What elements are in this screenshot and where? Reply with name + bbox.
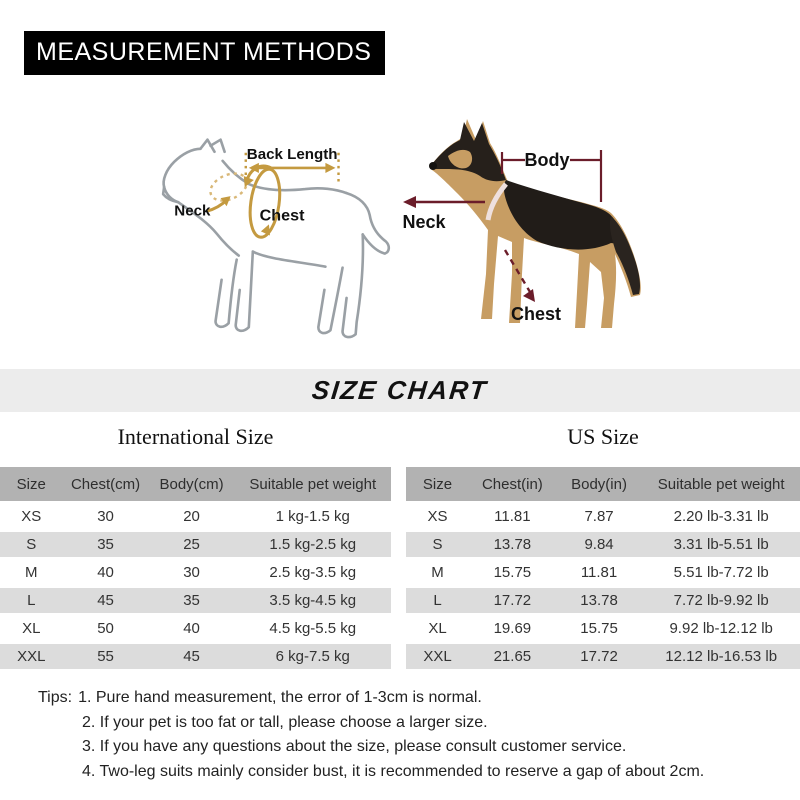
- neck-measure: [206, 168, 251, 211]
- dog-measurement-photo-diagram: [390, 112, 690, 347]
- cell-size: XXL: [406, 644, 469, 669]
- chest-label: Chest: [510, 304, 562, 324]
- column-header-chest: Chest(cm): [63, 467, 149, 501]
- cell-size: XXL: [0, 644, 63, 669]
- table-row: [406, 560, 800, 585]
- cell-size: M: [406, 560, 469, 585]
- table-row: [0, 504, 391, 529]
- table-row: [406, 504, 800, 529]
- cell-body: 15.75: [556, 616, 643, 641]
- tips-section: [38, 686, 704, 784]
- cell-body: 25: [149, 532, 235, 557]
- chest-measure: [244, 166, 284, 239]
- cell-weight: 4.5 kg-5.5 kg: [235, 616, 391, 641]
- cell-body: 35: [149, 588, 235, 613]
- column-header-weight: Suitable pet weight: [642, 467, 800, 501]
- cell-chest: 50: [63, 616, 149, 641]
- table-row: [406, 616, 800, 641]
- us-size-heading: US Size: [567, 424, 639, 449]
- tip-item: 4. Two-leg suits mainly consider bust, it is recommended to reserve a gap of about 2cm.: [82, 762, 705, 780]
- cell-size: L: [406, 588, 469, 613]
- neck-label: Neck: [174, 202, 211, 220]
- cell-body: 17.72: [556, 644, 643, 669]
- column-header-body: Body(in): [556, 467, 643, 501]
- cell-size: XS: [406, 504, 469, 529]
- page-title: MEASUREMENT METHODS: [24, 31, 385, 75]
- table-header-row: [406, 467, 800, 501]
- cell-body: 40: [149, 616, 235, 641]
- body-label: Body: [524, 150, 570, 170]
- cell-weight: 1.5 kg-2.5 kg: [235, 532, 391, 557]
- cell-weight: 9.92 lb-12.12 lb: [642, 616, 800, 641]
- back-length-label: Back Length: [246, 145, 338, 163]
- column-header-weight: Suitable pet weight: [235, 467, 391, 501]
- cell-size: XS: [0, 504, 63, 529]
- cell-weight: 2.5 kg-3.5 kg: [235, 560, 391, 585]
- neck-label: Neck: [402, 212, 446, 232]
- cell-weight: 7.72 lb-9.92 lb: [642, 588, 800, 613]
- cell-body: 30: [149, 560, 235, 585]
- cell-chest: 13.78: [469, 532, 556, 557]
- tip-text: 1. Pure hand measurement, the error of 1-3cm is normal.: [78, 689, 482, 706]
- cell-size: M: [0, 560, 63, 585]
- cell-chest: 19.69: [469, 616, 556, 641]
- dog-outline-drawing: [163, 140, 389, 337]
- cell-size: L: [0, 588, 63, 613]
- column-header-size: Size: [406, 467, 469, 501]
- cell-chest: 17.72: [469, 588, 556, 613]
- size-chart-band: [0, 369, 800, 412]
- table-row: [0, 588, 391, 613]
- us-size-table: [406, 464, 800, 672]
- cell-body: 11.81: [556, 560, 643, 585]
- tip-item: 2. If your pet is too fat or tall, please choose a larger size.: [82, 713, 488, 731]
- cell-chest: 40: [63, 560, 149, 585]
- cell-weight: 3.31 lb-5.51 lb: [642, 532, 800, 557]
- cell-weight: 2.20 lb-3.31 lb: [642, 504, 800, 529]
- cell-body: 7.87: [556, 504, 643, 529]
- column-header-chest: Chest(in): [469, 467, 556, 501]
- international-size-table: [0, 464, 391, 672]
- cell-chest: 35: [63, 532, 149, 557]
- cell-size: XL: [406, 616, 469, 641]
- cell-chest: 55: [63, 644, 149, 669]
- tip-item: 3. If you have any questions about the size, please consult customer service.: [82, 738, 627, 755]
- dog-nose: [429, 162, 437, 170]
- cell-body: 20: [149, 504, 235, 529]
- cell-size: S: [0, 532, 63, 557]
- tip-item: [38, 686, 704, 711]
- dog-measurement-line-diagram: [148, 138, 400, 346]
- table-row: [0, 616, 391, 641]
- cell-weight: 1 kg-1.5 kg: [235, 504, 391, 529]
- table-row: [0, 532, 391, 557]
- table-row: [0, 644, 391, 669]
- table-header-row: [0, 467, 391, 501]
- cell-chest: 21.65: [469, 644, 556, 669]
- cell-weight: 3.5 kg-4.5 kg: [235, 588, 391, 613]
- arrow-left-icon: [403, 196, 416, 208]
- cell-chest: 30: [63, 504, 149, 529]
- cell-body: 9.84: [556, 532, 643, 557]
- cell-size: XL: [0, 616, 63, 641]
- cell-chest: 15.75: [469, 560, 556, 585]
- international-size-heading: International Size: [117, 424, 274, 449]
- cell-body: 45: [149, 644, 235, 669]
- cell-weight: 6 kg-7.5 kg: [235, 644, 391, 669]
- size-tables: [0, 464, 800, 672]
- table-row: [0, 560, 391, 585]
- tips-label: Tips:: [38, 689, 73, 706]
- cell-size: S: [406, 532, 469, 557]
- cell-chest: 45: [63, 588, 149, 613]
- arrow-right-icon: [325, 163, 335, 173]
- cell-chest: 11.81: [469, 504, 556, 529]
- table-row: [406, 588, 800, 613]
- cell-body: 13.78: [556, 588, 643, 613]
- table-row: [406, 644, 800, 669]
- column-header-body: Body(cm): [149, 467, 235, 501]
- cell-weight: 12.12 lb-16.53 lb: [642, 644, 800, 669]
- column-header-size: Size: [0, 467, 63, 501]
- size-chart-title: SIZE CHART: [310, 375, 490, 405]
- cell-weight: 5.51 lb-7.72 lb: [642, 560, 800, 585]
- chest-label: Chest: [259, 206, 305, 225]
- table-row: [406, 532, 800, 557]
- arrow-down-icon: [261, 224, 270, 235]
